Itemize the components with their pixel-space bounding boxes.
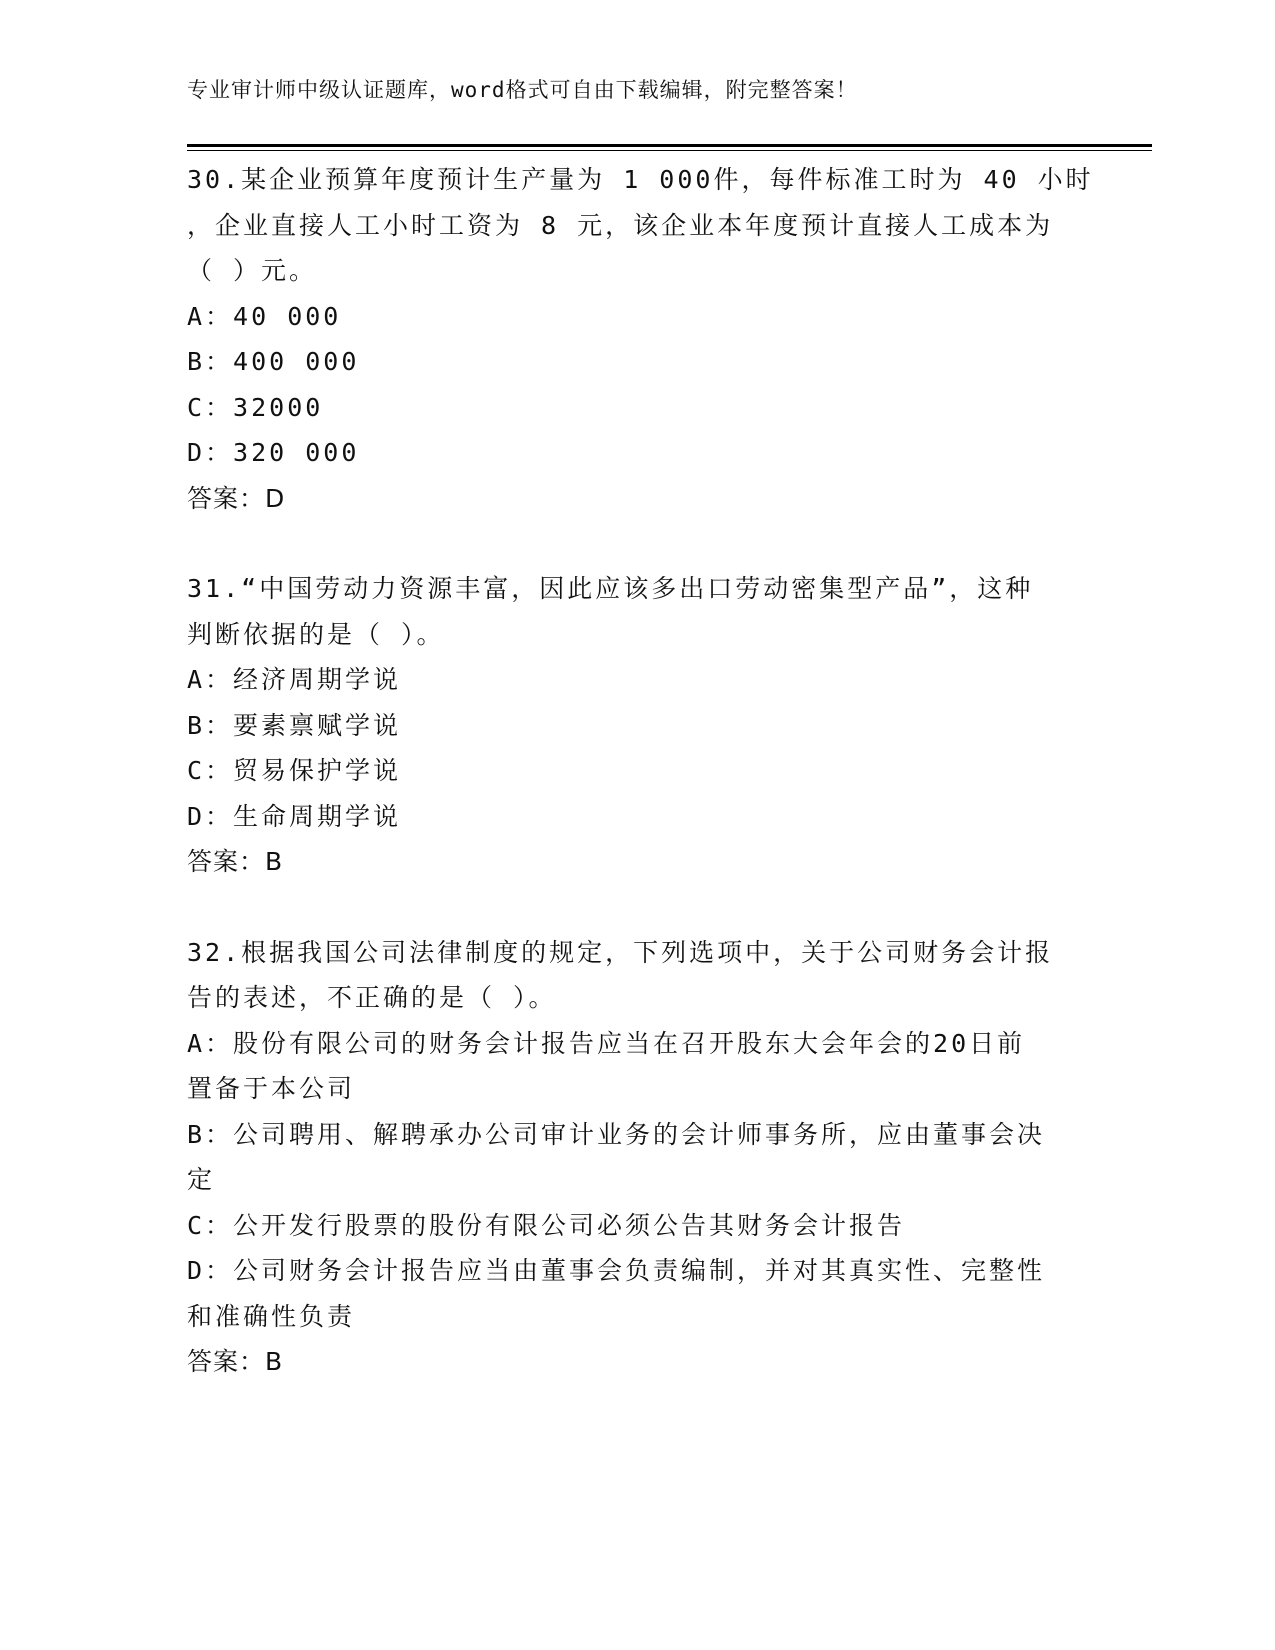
question-30 (187, 157, 1107, 521)
question-32 (187, 930, 1107, 1385)
question-30-line-2: ，企业直接人工小时工资为 8 元，该企业本年度预计直接人工成本为 (187, 210, 1054, 240)
question-32-option-a-line-2: 置备于本公司 (187, 1074, 356, 1103)
header-rule-thin (187, 150, 1152, 151)
question-30-option-d: D：320 000 (187, 438, 360, 467)
question-list (187, 157, 1107, 1385)
page-header: 专业审计师中级认证题库，word格式可自由下载编辑，附完整答案！ (187, 78, 858, 102)
header-rule-thick (187, 144, 1152, 147)
question-31-option-b: B：要素禀赋学说 (187, 710, 402, 740)
question-31-line-1: 31.“中国劳动力资源丰富，因此应该多出口劳动密集型产品”，这种 (187, 574, 1034, 603)
question-30-answer: 答案：D (187, 483, 286, 513)
question-31-line-2: 判断依据的是（ ）。 (187, 619, 445, 649)
question-32-option-b-line-2: 定 (187, 1165, 216, 1194)
question-32-line-2: 告的表述，不正确的是（ ）。 (187, 983, 557, 1012)
question-32-option-d-line-1: D：公司财务会计报告应当由董事会负责编制，并对其真实性、完整性 (187, 1256, 1046, 1285)
question-30-option-c: C：32000 (187, 392, 324, 422)
question-31-answer: 答案：B (187, 847, 284, 876)
question-32-option-c: C：公开发行股票的股份有限公司必须公告其财务会计报告 (187, 1210, 906, 1240)
question-31 (187, 566, 1107, 885)
question-32-answer: 答案：B (187, 1347, 284, 1376)
question-32-option-b-line-1: B：公司聘用、解聘承办公司审计业务的会计师事务所，应由董事会决 (187, 1119, 1046, 1149)
question-31-option-a: A：经济周期学说 (187, 665, 402, 694)
question-32-option-a-line-1: A：股份有限公司的财务会计报告应当在召开股东大会年会的20日前 (187, 1028, 1026, 1058)
question-32-option-d-line-2: 和准确性负责 (187, 1301, 356, 1331)
question-30-option-a: A：40 000 (187, 301, 342, 331)
question-31-option-c: C：贸易保护学说 (187, 756, 402, 785)
question-32-line-1: 32.根据我国公司法律制度的规定，下列选项中，关于公司财务会计报 (187, 937, 1054, 967)
question-30-line-1: 30.某企业预算年度预计生产量为 1 000件，每件标准工时为 40 小时 (187, 165, 1094, 194)
question-31-option-d: D：生命周期学说 (187, 801, 402, 831)
question-30-option-b: B：400 000 (187, 347, 360, 376)
question-30-line-3: （ ）元。 (187, 256, 318, 285)
